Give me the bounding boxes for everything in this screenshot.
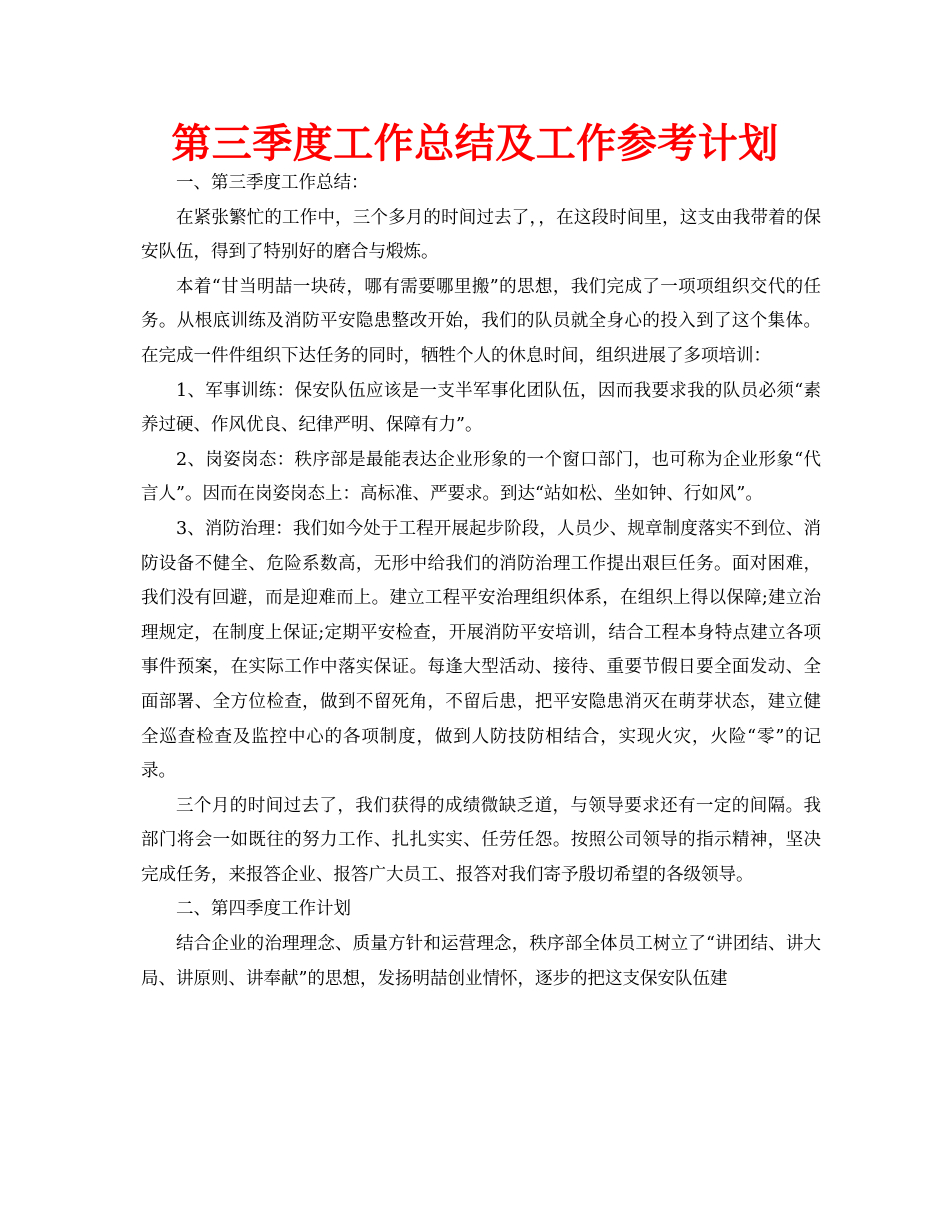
paragraph-intro: 在紧张繁忙的工作中，三个多月的时间过去了，，在这段时间里，这支由我带着的保安队伍，得到了特别好的磨合与煅炼。 [141, 207, 821, 263]
paragraph-fire-management: 3、消防治理：我们如今处于工程开展起步阶段，人员少、规章制度落实不到位、消防设备不健全、危险系数高，无形中给我们的消防治理工作提出艰巨任务。面对困难，我们没有回避，而是迎难而上。建立工程平安治理组织体系，在组织上得以保障;建立治理规定，在制度上保证;定期平安检查，开展消防平安培训，结合工程本身特点建立各项事件预案，在实际工作中落实保证。每逢大型活动、接待、重要节假日要全面发动、全面部署、全方位检查，做到不留死角，不留后患，把平安隐患消灭在萌芽状态，建立健全巡查检查及监控中心的各项制度，做到人防技防相结合，实现火灾，火险“零”的记录。 [141, 518, 821, 782]
paragraph-conclusion: 三个月的时间过去了，我们获得的成绩微缺乏道，与领导要求还有一定的间隔。我部门将会一如既往的努力工作、扎扎实实、任劳任怨。按照公司领导的指示精神，坚决完成任务，来报答企业、报答广大员工、报答对我们寄予殷切希望的各级领导。 [141, 795, 821, 885]
paragraph-q4-plan: 结合企业的治理理念、质量方针和运营理念，秩序部全体员工树立了“讲团结、讲大局、讲原则、讲奉献”的思想，发扬明喆创业情怀，逐步的把这支保安队伍建 [141, 934, 821, 989]
section-heading-q4-plan: 二、第四季度工作计划 [176, 899, 351, 920]
document-body [141, 166, 821, 996]
paragraph-tasks: 本着“甘当明喆一块砖，哪有需要哪里搬”的思想，我们完成了一项项组织交代的任务。从根底训练及消防平安隐患整改开始，我们的队员就全身心的投入到了这个集体。在完成一件件组织下达任务的同时，牺牲个人的休息时间，组织进展了多项培训： [141, 276, 821, 366]
paragraph-post-posture: 2、岗姿岗态：秩序部是最能表达企业形象的一个窗口部门，也可称为企业形象“代言人”。因而在岗姿岗态上：高标准、严要求。到达“站如松、坐如钟、行如风”。 [141, 449, 821, 505]
paragraph-military-training: 1、军事训练：保安队伍应该是一支半军事化团队伍，因而我要求我的队员必须“素养过硬、作风优良、纪律严明、保障有力”。 [141, 380, 821, 436]
section-heading-q3-summary: 一、第三季度工作总结： [176, 173, 369, 193]
document-title: 第三季度工作总结及工作参考计划 [171, 121, 779, 167]
